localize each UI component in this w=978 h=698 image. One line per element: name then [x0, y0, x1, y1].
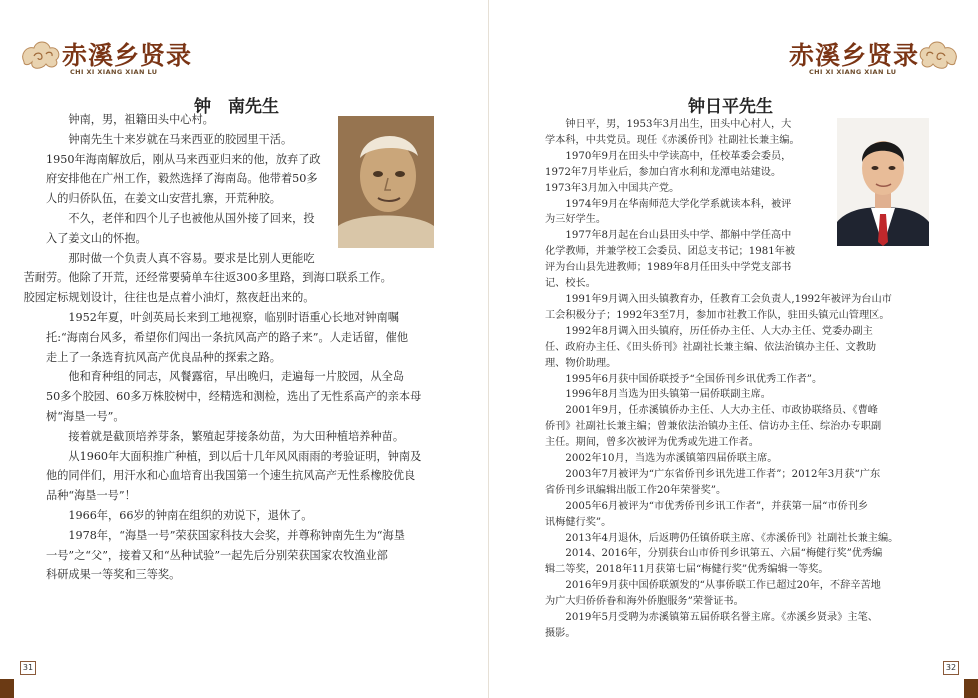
left-paragraph: 1978年，“海垦一号”荣获国家科技大会奖，并尊称钟南先生为“海垦 一号”之“父”，接着又和“丛种试验”一起先后分别荣获国家农牧渔业部 科研成果一等奖和三等奖。	[46, 528, 405, 582]
right-paragraph: 2014、2016年，分别获台山市侨刊乡讯第五、六届“梅健行奖”优秀编 辑二等奖，2018年11月获第七届“梅健行奖”优秀编辑一等奖。	[545, 548, 883, 576]
right-paragraph: 1996年8月当选为田头镇第一届侨联副主席。	[565, 389, 771, 401]
header-logo-left	[20, 32, 220, 82]
page-number-right: 32	[943, 661, 959, 675]
left-paragraph: 1952年夏，叶剑英局长来到工地视察，临别时语重心长地对钟南嘱 托:“海南台风多，希望你们闯出一条抗风高产的路子来”。人走话留，催他 走上了一条选育抗风高产优良品种的探索之路。	[46, 310, 409, 364]
right-paragraph: 2005年6月被评为“市优秀侨刊乡讯工作者”，并获第一届“市侨刊乡 讯梅健行奖”。	[545, 500, 869, 528]
right-paragraph: 2001年9月，任赤溪镇侨办主任、人大办主任、市政协联络员、《曹峰 侨刊》社副社长兼主编；曾兼依法治镇办主任、信访办主任、综治办专职副 主任。期间，曾多次被评为优秀或先进工作者。	[545, 405, 882, 449]
left-paragraph: 不久，老伴和四个儿子也被他从国外接了回来，投 入了姜文山的怀抱。	[46, 211, 315, 245]
right-paragraph: 1991年9月调入田头镇教育办，任教育工会负责人,1992年被评为台山市 工会积极分子；1992年3至7月，参加市社教工作队，驻田头镇元山管理区。	[545, 293, 892, 321]
left-paragraph: 1966年，66岁的钟南在组织的劝说下，退休了。	[68, 508, 313, 522]
logo-pinyin: CHI XI XIANG XIAN LU	[809, 68, 897, 76]
right-paragraph: 2013年4月退休，后返聘仍任镇侨联主席、《赤溪侨刊》社副社长兼主编。	[565, 532, 899, 544]
page-number-left: 31	[20, 661, 36, 675]
right-paragraph: 1970年9月在田头中学读高中，任校革委会委员， 1972年7月毕业后，参加白宵水利和龙潭电站建设。 1973年3月加入中国共产党。	[545, 150, 792, 194]
right-heading: 钟日平先生	[688, 97, 773, 117]
right-paragraph: 2016年9月获中国侨联颁发的“从事侨联工作已超过20年，不辞辛苦地 为广大归侨侨眷和海外侨胞服务”荣誉证书。	[545, 580, 881, 608]
left-paragraph: 从1960年大面积推广种植，到以后十几年风风雨雨的考验证明，钟南及 他的同伴们，用汗水和心血培育出我国第一个速生抗风高产无性系橡胶优良 品种“海垦一号”！	[46, 449, 422, 503]
logo-title: 赤溪乡贤录	[62, 41, 193, 70]
cloud-ornament-icon	[917, 32, 959, 72]
corner-bar-left	[0, 679, 14, 698]
right-paragraph: 1995年6月获中国侨联授予“全国侨刊乡讯优秀工作者”。	[565, 373, 823, 385]
right-paragraph: 1992年8月调入田头镇府，历任侨办主任、人大办主任、党委办副主 任、政府办主任、《田头侨刊》社副社长兼主编、依法治镇办主任、文教助 理、物价助理。	[545, 325, 877, 369]
right-body	[545, 117, 929, 642]
left-body	[23, 110, 436, 585]
right-paragraph: 1974年9月在华南师范大学化学系就读本科，被评 为三好学生。	[545, 198, 792, 226]
right-paragraph: 1977年8月起在台山县田头中学、都斛中学任高中 化学教师，并兼学校工会委员、团总支书记；1981年被 评为台山县先进教师；1989年8月任田头中学党支部书 记、校长。	[545, 230, 796, 290]
left-paragraph: 钟南，男，祖籍田头中心村。	[68, 113, 214, 126]
left-paragraph: 钟南先生十来岁就在马来西亚的胶园里干活。	[68, 132, 293, 146]
right-paragraph: 2019年5月受聘为赤溪镇第五届侨联名誉主席。《赤溪乡贤录》主笔、 摄影。	[545, 612, 878, 639]
left-paragraph: 他和育种组的同志，风餐露宿，早出晚归，走遍每一片胶园，从全岛 50多个胶园、60多万株胶树中，经精选和测检，选出了无性系高产的亲本母 树“海垦一号”。	[46, 370, 422, 423]
right-paragraph: 2002年10月，当选为赤溪镇第四届侨联主席。	[565, 453, 778, 465]
logo-title: 赤溪乡贤录	[789, 41, 920, 70]
cloud-ornament-icon	[20, 32, 62, 72]
left-paragraph: 那时做一个负责人真不容易。要求是比别人更能吃 苦耐劳。他除了开荒，还经常要骑单车往返300多里路，到海口联系工作。 胶园定标规划设计，往往也是点着小油灯，熬夜赶出来的。	[23, 251, 392, 305]
corner-bar-right	[964, 679, 978, 698]
right-paragraph: 钟日平，男，1953年3月出生，田头中心村人，大 学本科，中共党员。现任《赤溪侨刊》社副社长兼主编。	[545, 119, 800, 146]
logo-pinyin: CHI XI XIANG XIAN LU	[70, 68, 158, 76]
header-logo-right	[789, 32, 959, 82]
right-paragraph: 2003年7月被评为“广东省侨刊乡讯先进工作者”；2012年3月获“广东 省侨刊乡讯编辑出版工作20年荣誉奖”。	[545, 468, 881, 496]
left-heading: 钟 南先生	[194, 97, 279, 117]
left-paragraph: 1950年海南解放后，刚从马来西亚归来的他，放弃了政 府安排他在广州工作，毅然选择了海南岛。他带着50多 人的归侨队伍，在姜文山安营扎寨，开荒种胶。	[46, 152, 321, 206]
left-paragraph: 接着就是截顶培养芽条，繁殖起芽接条幼苗，为大田种植培养种苗。	[68, 429, 405, 443]
